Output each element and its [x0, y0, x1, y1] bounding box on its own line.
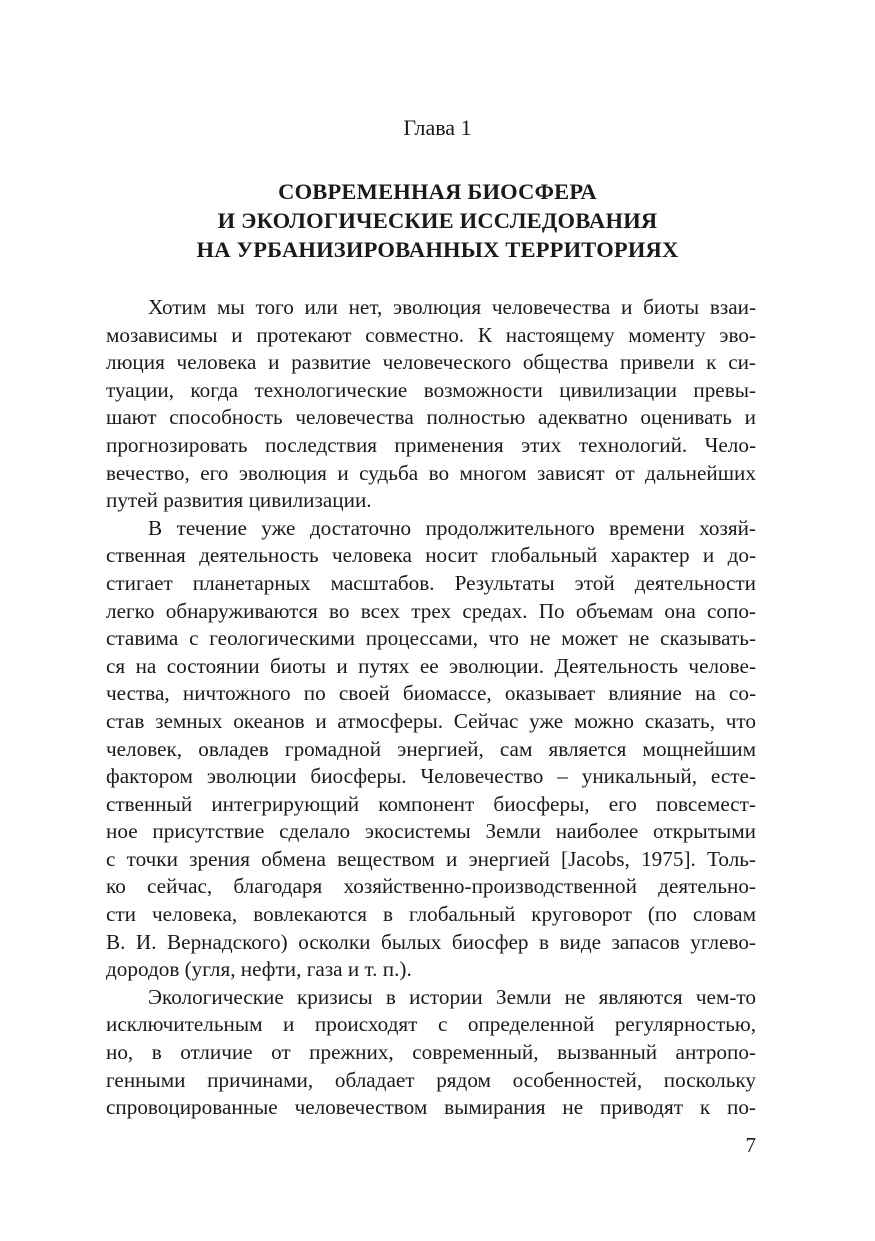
chapter-title-line: СОВРЕМЕННАЯ БИОСФЕРА	[278, 179, 597, 204]
text-line: сти человека, вовлекаются в глобальный круговорот (по словам	[106, 902, 756, 927]
text-line: с точки зрения обмена веществом и энергией [Jacobs, 1975]. Толь-	[106, 846, 756, 871]
text-line: люция человека и развитие человеческого общества привели к си-	[106, 350, 756, 375]
text-line: В. И. Вернадского) осколки былых биосфер в виде запасов углево-	[106, 929, 756, 954]
text-line: но, в отличие от прежних, современный, вызванный антропо-	[106, 1040, 756, 1065]
text-line: стигает планетарных масштабов. Результаты этой деятельности	[106, 570, 756, 595]
text-line: ко сейчас, благодаря хозяйственно-производственной деятельно-	[106, 874, 756, 899]
text-line: чества, ничтожного по своей биомассе, оказывает влияние на со-	[106, 681, 756, 706]
chapter-title	[0, 177, 875, 264]
text-line: ственный интегрирующий компонент биосферы, его повсемест-	[106, 791, 756, 816]
text-line: ся на состоянии биоты и путях ее эволюции. Деятельность челове-	[106, 653, 756, 678]
text-line: генными причинами, обладает рядом особенностей, поскольку	[106, 1067, 756, 1092]
text-line: путей развития цивилизации.	[106, 488, 372, 513]
chapter-title-line: И ЭКОЛОГИЧЕСКИЕ ИССЛЕДОВАНИЯ	[217, 208, 658, 233]
text-line: туации, когда технологические возможности цивилизации превы-	[106, 377, 756, 402]
page-number: 7	[745, 1133, 756, 1157]
text-line: мозависимы и протекают совместно. К настоящему моменту эво-	[106, 322, 756, 347]
text-line: В течение уже достаточно продолжительного времени хозяй-	[148, 515, 756, 540]
body-text	[106, 294, 756, 1122]
paragraph	[106, 294, 756, 515]
paragraph	[106, 984, 756, 1122]
text-line: фактором эволюции биосферы. Человечество – уникальный, есте-	[106, 764, 756, 789]
text-line: прогнозировать последствия применения этих технологий. Чело-	[106, 432, 756, 457]
text-line: ственная деятельность человека носит глобальный характер и до-	[106, 543, 756, 568]
text-line: Экологические кризисы в истории Земли не являются чем-то	[148, 984, 756, 1009]
text-line: дородов (угля, нефти, газа и т. п.).	[106, 957, 412, 982]
text-line: исключительным и происходят с определенной регулярностью,	[106, 1012, 756, 1037]
text-line: легко обнаруживаются во всех трех средах. По объемам она сопо-	[106, 598, 756, 623]
text-line: Хотим мы того или нет, эволюция человечества и биоты взаи-	[148, 295, 756, 319]
text-line: шают способность человечества полностью адекватно оценивать и	[106, 405, 756, 430]
text-line: вечество, его эволюция и судьба во многом зависят от дальнейших	[106, 460, 756, 485]
chapter-label: Глава 1	[403, 115, 472, 140]
text-line: став земных океанов и атмосферы. Сейчас уже можно сказать, что	[106, 708, 756, 733]
paragraph	[106, 515, 756, 984]
chapter-title-line: НА УРБАНИЗИРОВАННЫХ ТЕРРИТОРИЯХ	[196, 237, 679, 262]
text-line: ное присутствие сделало экосистемы Земли наиболее открытыми	[106, 819, 756, 844]
text-line: человек, овладев громадной энергией, сам является мощнейшим	[106, 736, 756, 761]
text-line: спровоцированные человечеством вымирания не приводят к по-	[106, 1095, 756, 1120]
text-line: ставима с геологическими процессами, что не может не сказывать-	[106, 626, 756, 651]
